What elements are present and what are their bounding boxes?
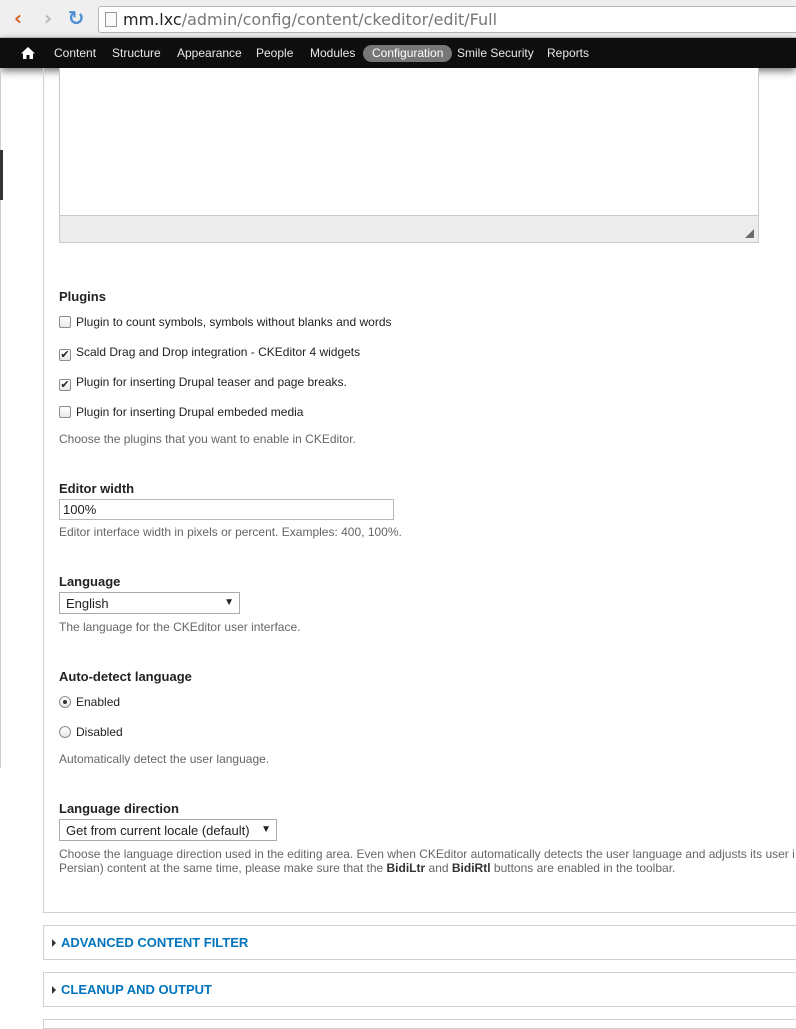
plugin-option-label: Plugin for inserting Drupal teaser and page breaks.: [76, 375, 347, 389]
fieldset-label: CLEANUP AND OUTPUT: [61, 982, 212, 997]
back-arrow-icon[interactable]: ‹: [13, 6, 23, 30]
toolbar-item-modules[interactable]: Modules: [310, 46, 356, 60]
plugin-option-label: Plugin for inserting Drupal embeded media: [76, 405, 304, 419]
address-bar[interactable]: [98, 6, 796, 33]
fieldset-label: ADVANCED CONTENT FILTER: [61, 935, 249, 950]
plugins-description: Choose the plugins that you want to enable in CKEditor.: [59, 432, 356, 446]
language-direction-selected-value: Get from current locale (default): [66, 823, 250, 838]
editor-width-description: Editor interface width in pixels or percent. Examples: 400, 100%.: [59, 525, 402, 539]
language-direction-description: [59, 847, 796, 875]
checkbox-checked[interactable]: ✔: [60, 349, 70, 361]
language-selected-value: English: [66, 596, 109, 611]
language-direction-select[interactable]: [59, 819, 277, 841]
description-text: and: [425, 861, 452, 875]
toolbar-item-smile-security[interactable]: Smile Security: [457, 46, 534, 60]
radio-label: Disabled: [76, 725, 123, 739]
checkbox-checked[interactable]: ✔: [60, 379, 70, 391]
auto-detect-description: Automatically detect the user language.: [59, 752, 270, 766]
plugin-option-embedded-media[interactable]: [59, 405, 303, 421]
radio-enabled[interactable]: [59, 695, 120, 711]
toolbar-item-configuration[interactable]: Configuration: [363, 45, 452, 62]
home-icon[interactable]: [20, 45, 36, 61]
collapsed-triangle-icon: [52, 939, 56, 947]
plugin-option-label: Plugin to count symbols, symbols without blanks and words: [76, 315, 392, 329]
toolbar-item-people[interactable]: People: [256, 46, 294, 60]
reload-icon[interactable]: ↻: [67, 6, 85, 30]
url-host: mm.lxc: [123, 10, 182, 29]
fieldset-next-partial: [43, 1019, 796, 1029]
description-text: Persian) content at the same time, please make sure that the: [59, 861, 387, 875]
resize-grip-icon[interactable]: [745, 229, 754, 238]
fieldset-cleanup-and-output[interactable]: [43, 972, 796, 1007]
description-text: buttons are enabled in the toolbar.: [490, 861, 676, 875]
language-description: The language for the CKEditor user interface.: [59, 620, 301, 634]
url-text: [123, 10, 497, 29]
language-title: Language: [59, 574, 121, 589]
browser-bar: [0, 0, 796, 38]
editor-width-title: Editor width: [59, 481, 135, 496]
plugin-option-drupal-teaser[interactable]: [59, 375, 347, 391]
editor-width-input[interactable]: 100%: [59, 499, 394, 520]
checkbox[interactable]: [59, 406, 71, 418]
language-direction-title: Language direction: [59, 801, 179, 816]
bidiltr-label: BidiLtr: [386, 861, 426, 875]
plugins-title: Plugins: [59, 289, 106, 304]
toolbar-item-structure[interactable]: Structure: [112, 46, 161, 60]
language-select[interactable]: [59, 592, 240, 614]
radio-button[interactable]: [59, 726, 71, 738]
dropdown-arrow-icon: ▼: [261, 824, 271, 835]
toolbar-item-content[interactable]: Content: [54, 46, 97, 60]
radio-button-selected[interactable]: [59, 696, 71, 708]
editor-preview-area[interactable]: [59, 68, 759, 243]
fieldset-legend[interactable]: [52, 982, 212, 997]
radio-disabled[interactable]: [59, 725, 123, 741]
admin-toolbar: [0, 38, 796, 68]
description-line-2: [59, 861, 796, 875]
toolbar-item-reports[interactable]: Reports: [547, 46, 590, 60]
toolbar-item-appearance[interactable]: Appearance: [177, 46, 242, 60]
fieldset-bottom-border: [43, 912, 796, 913]
forward-arrow-icon[interactable]: ›: [43, 6, 53, 30]
fieldset-advanced-content-filter[interactable]: [43, 925, 796, 960]
fieldset-legend[interactable]: [52, 935, 248, 950]
description-line-1: Choose the language direction used in the editing area. Even when CKEditor automatically detects the user language and adjusts its user i: [59, 847, 795, 861]
page-icon: [105, 12, 117, 27]
plugin-option-label: Scald Drag and Drop integration - CKEditor 4 widgets: [76, 345, 361, 359]
url-path: /admin/config/content/ckeditor/edit/Full: [181, 10, 498, 29]
editor-status-bar: [60, 215, 758, 242]
radio-label: Enabled: [76, 695, 121, 709]
collapsed-triangle-icon: [52, 986, 56, 994]
fieldset-left-border: [43, 68, 44, 913]
dropdown-arrow-icon: ▼: [224, 597, 234, 608]
plugin-option-scald-dnd[interactable]: [59, 345, 360, 361]
auto-detect-title: Auto-detect language: [59, 669, 192, 684]
checkbox[interactable]: [59, 316, 71, 328]
plugin-option-count-symbols[interactable]: [59, 315, 392, 331]
bidirtl-label: BidiRtl: [451, 861, 491, 875]
left-edge-shadow: [0, 150, 3, 200]
